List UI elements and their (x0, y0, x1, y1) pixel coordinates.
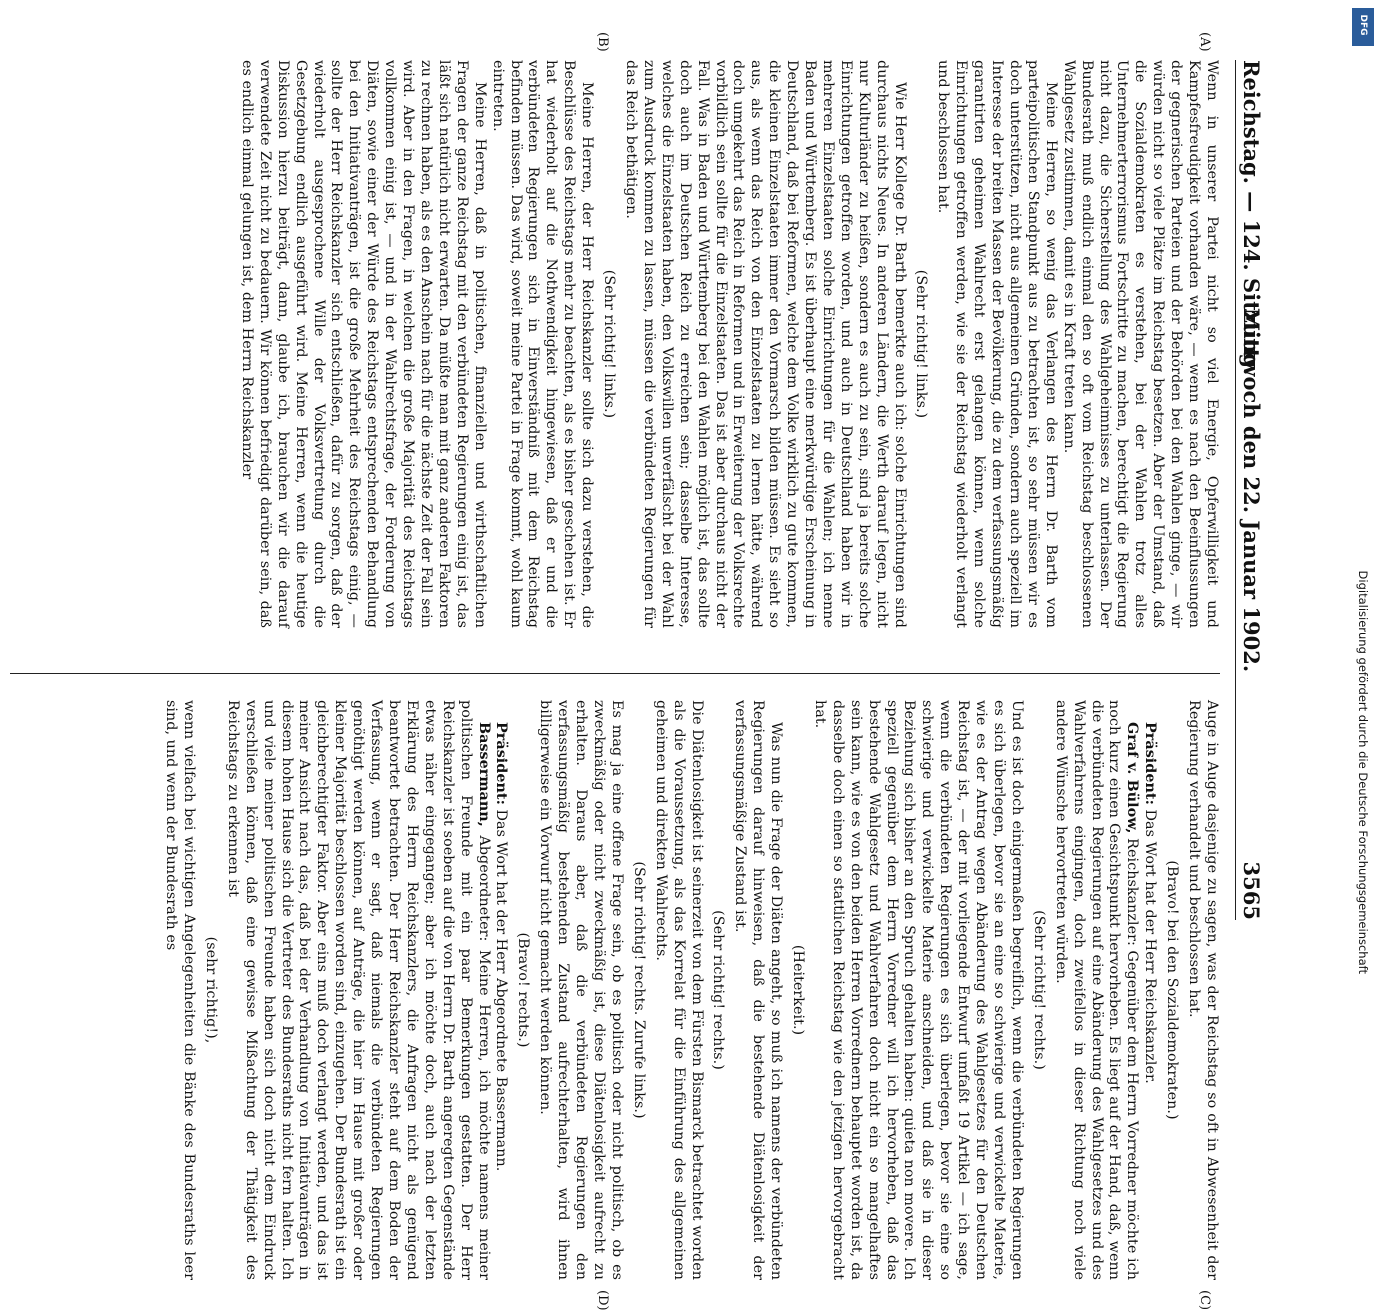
column-divider (10, 673, 1220, 674)
marker-d: (D) (595, 1290, 610, 1311)
interjection: (Heiterkeit.) (790, 944, 807, 1036)
speaker-name: Präsident: (1142, 722, 1159, 805)
dfg-credit-text: Digitalisierung gefördert durch die Deutsche Forschungsgemeinschaft (1356, 570, 1370, 974)
paragraph (223, 700, 492, 1280)
paragraph-text: Das Wort hat der Herr Abgeordnete Bassermann. (493, 804, 510, 1172)
interjection: (Sehr richtig! links.) (913, 269, 930, 419)
paragraph-text: Das Wort hat der Herr Reichskanzler. (1142, 804, 1159, 1084)
interjection: (Bravo! rechts.) (515, 932, 532, 1048)
running-header (1234, 60, 1274, 920)
interjection: (Sehr richtig! rechts.) (1030, 910, 1047, 1070)
paragraph: Meine Herren, der Herr Reichskanzler sollte sich dazu verstehen, die Beschlüsse des Reichstags mehr zu beachten, als es bisher geschehen ist. Er hat wiederholt auf die Nothwendigkeit hingewiesen, daß er und die verbündeten Regierungen sich in Einverständniß mit dem Reichstag befinden müssen. Das wird, soweit meine Partei in Frage kommt, wohl kaum eintreten. (489, 60, 596, 628)
paragraph: Wie Herr Kollege Dr. Barth bemerkte auch ich: solche Einrichtungen sind durchaus nichts Neues. In anderen Ländern, die Werth darauf legen, nicht nur Kulturländer zu heißen, sondern es auch zu sein, sind ja bereits solche Einrichtungen getroffen worden, und auch in Deutschland haben wir in mehreren Einzelstaaten solche Einrichtungen für die Wahlen; ich nenne Baden und Württemberg. Es ist überhaupt eine merkwürdige Erscheinung in Deutschland, daß bei Reformen, welche dem Volke wirklich zu gute kommen, die kleinen Einzelstaaten immer den Vormarsch bilden müssen. Es sieht so aus, als wenn das Reich von den Einzelstaaten zu lernen hätte, während doch umgekehrt das Reich in Reformen und in Erweiterung der Volksrechte vorbildlich sein sollte für die Einzelstaaten. Das ist aber durchaus nicht der Fall. Was in Baden und Württemberg bei den Wahlen möglich ist, das sollte doch auch im Deutschen Reich zu erreichen sein; dasselbe Interesse, welches die Einzelstaaten haben, den Volkswillen unverfälscht bei der Wahl zum Ausdruck kommen zu lassen, müssen die verbündeten Regierungen für das Reich bethätigen. (623, 60, 908, 628)
paragraph: Die Diätenlosigkeit ist seinerzeit von dem Fürsten Bismarck betrachtet worden als die Voraussetzung, als das Korrelat für die Einführung des allgemeinen geheimen und direkten Wahlrechts. (652, 700, 705, 1280)
paragraph: Es mag ja eine offene Frage sein, ob es politisch oder nicht politisch, ob es zweckmäßig oder nicht zweckmäßig ist, diese Diätenlosigkeit aufrecht zu erhalten. Daraus aber, daß die verbündeten Regierungen den verfassungsmäßig bestehenden Zustand aufrechterhalten, wird ihnen billigerweise ein Vorwurf nicht gemacht werden können. (537, 700, 625, 1280)
header-date: Mittwoch den 22. Januar 1902. (1239, 307, 1264, 673)
header-rule (1235, 60, 1236, 920)
paragraph (1140, 700, 1158, 1280)
paragraph-text: Abgeordneter: Meine Herren, ich möchte namens meiner politischen Freunde mit ein paar Bemerkungen gestatten. Der Herr Reichskanzler ist soeben auf die von Herrn Dr. Barth angeregten Gegenstände etwas näher eingegangen; aber ich möchte doch, auch nach der letzten Erklärung des Herrn Reichskanzlers, die Anfragen nicht als genügend beantwortet betrachten. Der Herr Reichskanzler steht auf dem Boden der Verfassung, wenn er sagt, daß niemals die verbündeten Regierungen genöthigt werden können, auf Anträge, die hier im Hause mit großer oder kleiner Majorität beschlossen worden sind, einzugehen. Der Bundesrath ist ein gleichberechtigter Faktor. Aber eins muß doch verlangt werden, und das ist meiner Ansicht nach das, daß bei der Verhandlung von Initiativanträgen in diesem hohen Hause sich die Vertreter des Bundesraths nicht fern halten. Ich und viele meiner politischen Freunde haben sich doch nicht dem Eindruck verschließen können, daß eine gewisse Mißachtung der Thätigkeit des Reichstags zu erkennen ist (224, 700, 492, 1280)
paragraph: Auge in Auge dasjenige zu sagen, was der Reichstag so oft in Abwesenheit der Regierung verhandelt und beschlossen hat. (1186, 700, 1220, 1280)
paragraph (492, 700, 510, 1280)
paragraph: Meine Herren, so wenig das Verlangen des Herrn Dr. Barth vom parteipolitischen Standpunkt aus zu betrachten ist, so sehr müssen wir es doch unterstützen, nicht aus allgemeinen Gründen, sondern auch speziell im Interesse der breiten Massen der Bevölkerung, die zu dem verfassungsmäßig garantirten geheimen Wahlrecht erst gelangen können, wenn solche Einrichtungen getroffen werden, wie sie der Reichstag wiederholt verlangt und beschlossen hat. (935, 60, 1059, 628)
right-column (161, 700, 1220, 1280)
header-left: Reichstag. — 124. Sitzung. (1239, 60, 1264, 376)
speaker-name: Präsident: (493, 722, 510, 805)
interjection: (Bravo! bei den Sozialdemokraten.) (1164, 860, 1181, 1120)
interjection: (Sehr richtig! links.) (601, 269, 618, 419)
paragraph: wenn vielfach bei wichtigen Angelegenheiten die Bänke des Bundesraths leer sind, und wenn der Bundesrath es (163, 700, 198, 1280)
dfg-logo-text: DFG (1358, 14, 1368, 36)
header-page-number: 3565 (1239, 861, 1264, 920)
speaker-name: Bassermann, (475, 722, 492, 827)
interjection: (Sehr richtig! rechts. Zurufe links.) (630, 861, 647, 1119)
interjection: (Sehr richtig! rechts.) (710, 910, 727, 1070)
speaker-name: Graf v. Bülow, (1124, 722, 1141, 834)
dfg-credit (1352, 20, 1374, 980)
paragraph-text: Reichskanzler: Gegenüber dem Herrn Vorredner möchte ich noch kurz einen Gesichtspunkt hervorheben. Es liegt auf der Hand, daß, wenn die verbündeten Regierungen auf eine Abänderung des Wahlgesetzes und des Wahlverfahrens eingingen, doch zweifellos in dieser Richtung noch viele andere Wünsche hervortreten würden. (1052, 700, 1141, 1280)
paragraph (1051, 700, 1141, 1280)
marker-a: (A) (1197, 32, 1212, 52)
interjection: (sehr richtig!), (202, 936, 219, 1044)
paragraph: Und es ist doch einigermaßen begreiflich, wenn die verbündeten Regierungen es sich überlegen, bevor sie an eine so schwierige und verwickelte Materie, wie es der Antrag wegen Abänderung des Wahlgesetzes für den Deutschen Reichstag ist, — der mit vorliegende Entwurf umfaßt 19 Artikel — ich sage, wenn die verbündeten Regierungen es sich überlegen, bevor sie eine so schwierige und verwickelte Materie anschneiden, und daß sie in dieser Beziehung sich bisher an den Spruch gehalten haben: quieta non movere. Ich speziell gegenüber dem Herrn Vorredner will ich hervorheben, daß das bestehende Wahlgesetz und Wahlverfahren doch nicht ein so mangelhaftes sein kann, wie es von den beiden Herren Vorrednern behauptet worden ist, da dasselbe doch einen so stattlichen Reichstag wie den jetzigen hervorgebracht hat. (811, 700, 1025, 1280)
marker-c: (C) (1197, 1290, 1212, 1311)
paragraph: Meine Herren, daß in politischen, finanziellen und wirthschaftlichen Fragen der ganze Reichstag mit den verbündeten Regierungen einig ist, das läßt sich natürlich nicht erwarten. Da müßte man mit ganz anderen Faktoren zu rechnen haben, als es den Anschein nach für die nächste Zeit der Fall sein wird. Aber in den Fragen, in welchen die große Majorität des Reichstags vollkommen einig ist, — und in der Wahlrechtsfrage, der Forderung von Diäten, sowie einer der Würde des Reichstags entsprechenden Behandlung bei den Initiativanträgen, ist die große Mehrheit des Reichstags einig, — sollte der Herr Reichskanzler sich entschließen, dafür zu sorgen, daß der wiederholt ausgesprochene Wille der Volksvertretung durch die Gesetzgebung endlich ausgeführt wird. Meine Herren, wenn die heutige Diskussion hierzu beiträgt, dann, glaube ich, brauchen wir die darauf verwendete Zeit nicht zu bedauern. Wir können befriedigt darüber sein, daß es endlich einmal gelungen ist, dem Herrn Reichskanzler (238, 60, 488, 628)
paragraph: Wenn in unserer Partei nicht so viel Energie, Opferwilligkeit und Kampfesfreudigkeit vorhanden wäre, — wenn es nach den Beeinflussungen der gegnerischen Parteien und der Behörden bei den Wahlen ginge, — wir würden nicht so viele Plätze im Reichstag besetzen. Aber der Umstand, daß die Sozialdemokraten es verstehen, bei der Wahlen trotz alles Unternehmerterrorismus Fortschritte zu machen, berechtigt die Regierung nicht dazu, die Sicherstellung des Wahlgeheimnisses zu unterlassen. Der Bundesrath muß endlich einmal den so oft vom Reichstag beschlossenen Wahlgesetz zustimmen, damit es in Kraft treten kann. (1060, 60, 1220, 628)
marker-b: (B) (595, 32, 610, 52)
paragraph: Was nun die Frage der Diäten angeht, so muß ich namens der verbündeten Regierungen darauf hinweisen, daß die bestehende Diätenlosigkeit der verfassungsmäßige Zustand ist. (732, 700, 785, 1280)
left-column (237, 60, 1220, 628)
dfg-logo (1352, 8, 1374, 46)
